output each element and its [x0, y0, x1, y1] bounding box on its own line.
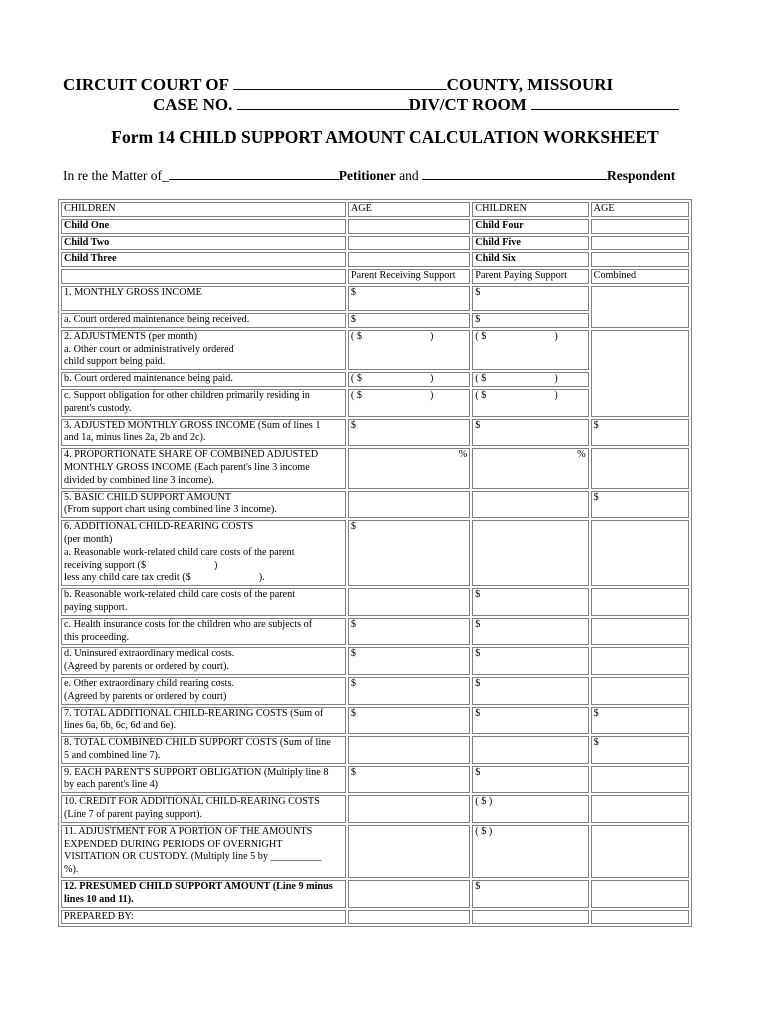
child-age-field[interactable]: [348, 219, 470, 234]
line-6c-receiving[interactable]: $: [348, 618, 470, 646]
child-age-field[interactable]: [348, 236, 470, 251]
line-9-combined: [591, 766, 689, 794]
child-age-field[interactable]: [591, 236, 689, 251]
line-10-combined: [591, 795, 689, 823]
line-7-combined[interactable]: $: [591, 707, 689, 735]
line-2a-receiving[interactable]: ( $ ): [348, 330, 470, 370]
line-3-row: [61, 419, 689, 447]
receiving-col-header: Parent Receiving Support: [348, 269, 470, 284]
line-6e-receiving[interactable]: $: [348, 677, 470, 705]
county-field[interactable]: [233, 74, 447, 90]
line-9-row: [61, 766, 689, 794]
age-col-header: AGE: [591, 202, 689, 217]
child-age-field[interactable]: [348, 252, 470, 267]
line-1a-label: a. Court ordered maintenance being received.: [61, 313, 346, 328]
line-6b-row: [61, 588, 689, 616]
court-header-line: [63, 74, 613, 95]
line-7-row: [61, 707, 689, 735]
line-3-paying[interactable]: $: [472, 419, 588, 447]
line-7-label: 7. TOTAL ADDITIONAL CHILD-REARING COSTS (Sum of lines 6a, 6b, 6c, 6d and 6e).: [61, 707, 346, 735]
div-room-label: DIV/CT ROOM: [408, 95, 527, 114]
line-6e-row: [61, 677, 689, 705]
div-room-field[interactable]: [531, 94, 679, 110]
child-name: Child Six: [472, 252, 588, 267]
children-row: [61, 236, 689, 251]
line-2c-receiving[interactable]: ( $ ): [348, 389, 470, 417]
children-row: [61, 219, 689, 234]
respondent-label: Respondent: [606, 168, 676, 183]
line-5-receiving: [348, 491, 470, 519]
paying-col-header: Parent Paying Support: [472, 269, 588, 284]
petitioner-field[interactable]: [169, 166, 339, 180]
child-age-field[interactable]: [591, 219, 689, 234]
line-2a-label: 2. ADJUSTMENTS (per month) a. Other court or administratively ordered child support being paid.: [61, 330, 346, 370]
prepared-by-label: PREPARED BY:: [61, 910, 346, 925]
prepared-by-field[interactable]: [348, 910, 470, 925]
line-4-combined: [591, 448, 689, 488]
child-name: Child Four: [472, 219, 588, 234]
empty-cell: [61, 269, 346, 284]
line-9-receiving[interactable]: $: [348, 766, 470, 794]
line-12-row: [61, 880, 689, 908]
line-3-label: 3. ADJUSTED MONTHLY GROSS INCOME (Sum of lines 1 and 1a, minus lines 2a, 2b and 2c).: [61, 419, 346, 447]
line-6c-row: [61, 618, 689, 646]
line-2c-paying[interactable]: ( $ ): [472, 389, 588, 417]
child-age-field[interactable]: [591, 252, 689, 267]
line-10-paying[interactable]: ( $ ): [472, 795, 588, 823]
court-label: CIRCUIT COURT OF: [63, 75, 229, 94]
line-6a-paying: [472, 520, 588, 586]
children-col-header: CHILDREN: [61, 202, 346, 217]
line-8-row: [61, 736, 689, 764]
line-6a-receiving[interactable]: $: [348, 520, 470, 586]
line-2a-row: [61, 330, 689, 370]
line-4-row: [61, 448, 689, 488]
line-1-receiving[interactable]: $: [348, 286, 470, 311]
line-6a-label: 6. ADDITIONAL CHILD-REARING COSTS (per month) a. Reasonable work-related child care costs of the parent receiving support ($ ) less any child care tax credit ($ ).: [61, 520, 346, 586]
line-5-paying: [472, 491, 588, 519]
line-12-receiving: [348, 880, 470, 908]
line-6b-paying[interactable]: $: [472, 588, 588, 616]
line-6b-receiving: [348, 588, 470, 616]
line-11-combined: [591, 825, 689, 878]
case-no-field[interactable]: [237, 94, 409, 110]
line-5-label: 5. BASIC CHILD SUPPORT AMOUNT (From support chart using combined line 3 income).: [61, 491, 346, 519]
line-2-combined: [591, 330, 689, 417]
county-label: COUNTY, MISSOURI: [446, 75, 614, 94]
line-1-label: 1. MONTHLY GROSS INCOME: [61, 286, 346, 311]
line-3-combined[interactable]: $: [591, 419, 689, 447]
line-8-receiving: [348, 736, 470, 764]
line-6b-label: b. Reasonable work-related child care costs of the parent paying support.: [61, 588, 346, 616]
worksheet-table: [58, 199, 692, 927]
parent-columns-header-row: [61, 269, 689, 284]
children-header-row: [61, 202, 689, 217]
children-row: [61, 252, 689, 267]
line-6d-row: [61, 647, 689, 675]
line-5-combined[interactable]: $: [591, 491, 689, 519]
line-2b-paying[interactable]: ( $ ): [472, 372, 588, 387]
line-6a-combined: [591, 520, 689, 586]
line-1-combined: [591, 286, 689, 328]
line-3-receiving[interactable]: $: [348, 419, 470, 447]
line-4-receiving[interactable]: %: [348, 448, 470, 488]
line-1a-paying[interactable]: $: [472, 313, 588, 328]
line-1-row: [61, 286, 689, 311]
matter-line: [63, 166, 675, 185]
child-name: Child Two: [61, 236, 346, 251]
line-5-row: [61, 491, 689, 519]
age-col-header: AGE: [348, 202, 470, 217]
matter-prefix: In re the Matter of_: [63, 168, 169, 183]
line-4-label: 4. PROPORTIONATE SHARE OF COMBINED ADJUSTED MONTHLY GROSS INCOME (Each parent's line 3 income divided by combined line 3 income).: [61, 448, 346, 488]
line-4-paying[interactable]: %: [472, 448, 588, 488]
line-7-receiving[interactable]: $: [348, 707, 470, 735]
line-8-combined[interactable]: $: [591, 736, 689, 764]
child-name: Child Three: [61, 252, 346, 267]
line-2b-receiving[interactable]: ( $ ): [348, 372, 470, 387]
petitioner-label: Petitioner: [338, 168, 396, 183]
line-6d-combined: [591, 647, 689, 675]
line-11-paying[interactable]: ( $ ): [472, 825, 588, 878]
prepared-by-field[interactable]: [591, 910, 689, 925]
line-11-receiving: [348, 825, 470, 878]
line-6e-label: e. Other extraordinary child rearing costs. (Agreed by parents or ordered by court): [61, 677, 346, 705]
line-6b-combined: [591, 588, 689, 616]
line-11-row: [61, 825, 689, 878]
line-6e-combined: [591, 677, 689, 705]
line-6c-combined: [591, 618, 689, 646]
child-name: Child Five: [472, 236, 588, 251]
line-11-label: 11. ADJUSTMENT FOR A PORTION OF THE AMOUNTS EXPENDED DURING PERIODS OF OVERNIGHT VISITATION OR CUSTODY. (Multiply line 5 by __________ %).: [61, 825, 346, 878]
line-12-paying[interactable]: $: [472, 880, 588, 908]
case-header-line: [153, 94, 679, 115]
line-6c-paying[interactable]: $: [472, 618, 588, 646]
line-1a-receiving[interactable]: $: [348, 313, 470, 328]
child-name: Child One: [61, 219, 346, 234]
line-12-combined: [591, 880, 689, 908]
line-10-label: 10. CREDIT FOR ADDITIONAL CHILD-REARING COSTS (Line 7 of parent paying support).: [61, 795, 346, 823]
line-2c-label: c. Support obligation for other children primarily residing in parent's custody.: [61, 389, 346, 417]
prepared-by-field[interactable]: [472, 910, 588, 925]
line-6a-row: [61, 520, 689, 586]
line-6d-receiving[interactable]: $: [348, 647, 470, 675]
combined-col-header: Combined: [591, 269, 689, 284]
line-12-label: 12. PRESUMED CHILD SUPPORT AMOUNT (Line 9 minus lines 10 and 11).: [61, 880, 346, 908]
and-label: and: [399, 168, 419, 183]
case-no-label: CASE NO.: [153, 95, 233, 114]
line-2a-paying[interactable]: ( $ ): [472, 330, 588, 370]
line-6d-paying[interactable]: $: [472, 647, 588, 675]
line-8-paying: [472, 736, 588, 764]
form-title: Form 14 CHILD SUPPORT AMOUNT CALCULATION WORKSHEET: [111, 127, 659, 147]
line-9-label: 9. EACH PARENT'S SUPPORT OBLIGATION (Multiply line 8 by each parent's line 4): [61, 766, 346, 794]
line-6d-label: d. Uninsured extraordinary medical costs. (Agreed by parents or ordered by court).: [61, 647, 346, 675]
line-7-paying[interactable]: $: [472, 707, 588, 735]
line-10-receiving: [348, 795, 470, 823]
line-9-paying[interactable]: $: [472, 766, 588, 794]
prepared-by-row: [61, 910, 689, 925]
respondent-field[interactable]: [422, 166, 607, 180]
children-col-header: CHILDREN: [472, 202, 588, 217]
line-1-paying[interactable]: $: [472, 286, 588, 311]
line-8-label: 8. TOTAL COMBINED CHILD SUPPORT COSTS (Sum of line 5 and combined line 7).: [61, 736, 346, 764]
line-2b-label: b. Court ordered maintenance being paid.: [61, 372, 346, 387]
line-10-row: [61, 795, 689, 823]
line-6e-paying[interactable]: $: [472, 677, 588, 705]
line-6c-label: c. Health insurance costs for the children who are subjects of this proceeding.: [61, 618, 346, 646]
